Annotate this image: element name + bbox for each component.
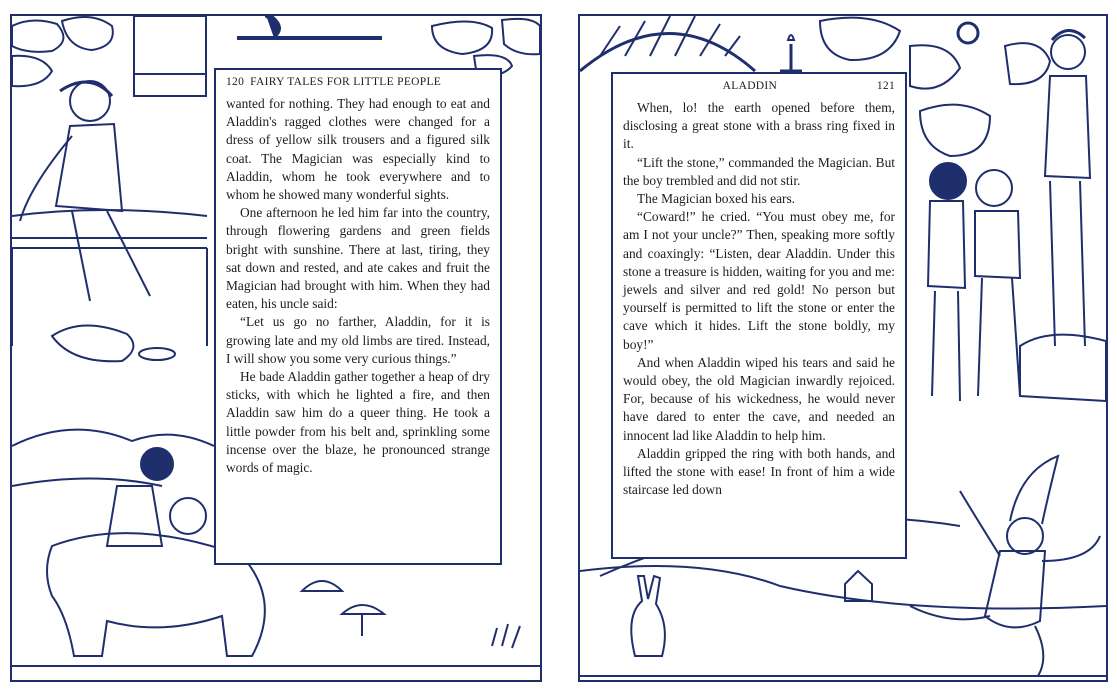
paragraph: “Let us go no farther, Aladdin, for it is growing late and my old limbs are tired. Instead, I will show you some very curious things.” — [226, 314, 490, 366]
rider-dress — [107, 486, 162, 546]
right-page — [578, 14, 1108, 682]
dotted-bag — [170, 498, 206, 534]
page-number: 121 — [876, 80, 895, 92]
paragraph: “Coward!” he cried. “You must obey me, for am I not your uncle?” Then, speaking more softly and coaxingly: “Listen, dear Aladdin. Under this stone a treasure is hidden, waiting for you and me: jewels and silver and red gold! No person but yourself is permitted to lift the stone or enter the cave which it hides. Lift the stone boldly, my boy!” — [623, 209, 895, 352]
jester-head — [1007, 518, 1043, 554]
wall-ring — [958, 23, 978, 43]
bowl — [139, 348, 175, 360]
paragraph: The Magician boxed his ears. — [637, 191, 796, 207]
aladdin-hair — [930, 163, 966, 199]
running-head — [226, 76, 490, 88]
body-text — [623, 99, 895, 499]
jester-suit — [985, 551, 1045, 627]
book-gutter — [540, 0, 578, 692]
paragraph: Aladdin gripped the ring with both hands, and lifted the stone with ease! In front of him a wide staircase led down — [623, 445, 895, 498]
wall-stone — [12, 20, 63, 51]
wall-stone — [820, 18, 900, 60]
magician-tunic — [1045, 76, 1090, 178]
wall-stone — [1005, 43, 1050, 84]
rider-hair — [141, 448, 173, 480]
wall-stone — [62, 17, 113, 50]
aladdin-shirt — [928, 201, 965, 288]
rock — [1020, 335, 1106, 401]
body-text — [226, 95, 490, 477]
distant-house — [845, 571, 872, 601]
magician-head — [1051, 35, 1085, 69]
wall-stone — [920, 105, 990, 156]
page-number: 120 — [226, 76, 245, 88]
left-page — [10, 14, 542, 682]
window — [134, 16, 206, 74]
paragraph: One afternoon he led him far into the country, through flowering gardens and green fields bright with sunshine. There at last, tiring, they sat down and rested, and ate cakes and fruit the Magician had brought with him. When they had eaten, his uncle said: — [226, 205, 490, 312]
paragraph: He bade Aladdin gather together a heap of dry sticks, with which he lighted a fire, and then Aladdin saw him do a queer thing. He took a little powder from his belt and, sprinkling some incense over the blaze, he pronounced strange words of magic. — [226, 369, 490, 476]
left-text-frame — [214, 68, 502, 565]
girl-dress — [56, 124, 122, 211]
right-text-frame — [611, 72, 907, 559]
paragraph: wanted for nothing. They had enough to eat and Aladdin's ragged clothes were changed for a dress of yellow silk trousers and a figured silk coat. The Magician was especially kind to Aladdin, whom he took everywhere and to whom he showed many wonderful sights. — [226, 96, 490, 203]
mushroom — [302, 581, 342, 591]
wall-stone — [502, 19, 540, 54]
mushroom — [342, 605, 384, 614]
wall-stone — [910, 45, 960, 88]
running-head — [623, 80, 895, 92]
paragraph: When, lo! the earth opened before them, disclosing a great stone with a brass ring fixed in it. — [623, 100, 895, 152]
rabbit — [631, 576, 665, 656]
boy-head — [976, 170, 1012, 206]
running-head-title: FAIRY TALES FOR LITTLE PEOPLE — [250, 76, 442, 88]
cat — [52, 325, 133, 361]
wall-stone — [12, 56, 52, 86]
paragraph: “Lift the stone,” commanded the Magician. But the boy trembled and did not stir. — [623, 154, 895, 188]
jester-hat — [1010, 456, 1058, 524]
running-head-title: ALADDIN — [722, 80, 778, 92]
paragraph: And when Aladdin wiped his tears and said he would obey, the old Magician inwardly rejoiced. For, because of his wickedness, he would never have dared to enter the cave, and needed an innocent lad like Aladdin to help him. — [623, 354, 895, 443]
wall-stone — [432, 21, 492, 54]
boy-sweater — [975, 211, 1020, 278]
